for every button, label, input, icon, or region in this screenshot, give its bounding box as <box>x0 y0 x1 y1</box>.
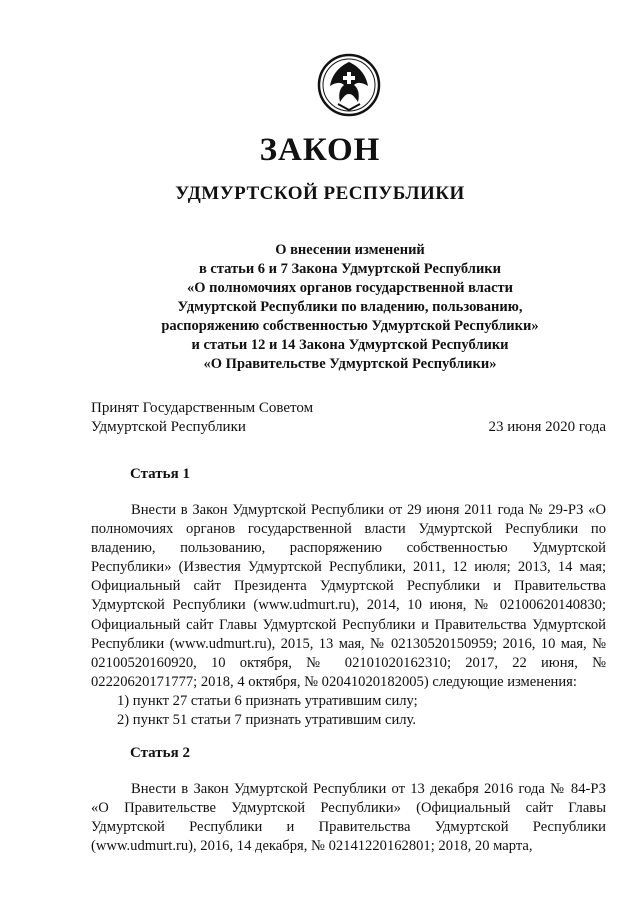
article-1-body <box>91 501 606 730</box>
law-subtitle: УДМУРТСКОЙ РЕСПУБЛИКИ <box>175 183 465 204</box>
article-1-item: 1) пункт 27 статьи 6 признать утратившим силу; <box>117 692 418 709</box>
heading-line: и статьи 12 и 14 Закона Удмуртской Республики <box>191 337 509 353</box>
adoption-line: Удмуртской Республики <box>91 419 246 435</box>
article-1-text: Внести в Закон Удмуртской Республики от 29 июня 2011 года № 29-РЗ «О полномочиях органов государственной власти Удмуртской Республики по владению, пользованию, распоряжению собственностью Удмуртской Республики» (Известия Удмуртской Республики, 2011, 12 июля; 2013, 14 мая; Официальный сайт Президента Удмуртской Республики и Правительства Удмуртской Республики (www.udmurt.ru), 2014, 10 июня, № 02100620140830; Официальный сайт Главы Удмуртской Республики и Правительства Удмуртской Республики (www.udmurt.ru), 2015, 13 мая, № 02130520150959; 2016, 10 мая, № 02100520160920, 10 октября, № 02101020162310; 2017, 22 июня, № 02220620171777; 2018, 4 октября, № 02041020182005) следующие изменения: <box>91 502 606 690</box>
heading-line: в статьи 6 и 7 Закона Удмуртской Республики <box>198 261 502 277</box>
udmurt-coat-of-arms-icon <box>316 52 382 118</box>
heading-line: Удмуртской Республики по владению, пользованию, <box>177 299 523 315</box>
law-title: ЗАКОН <box>259 132 381 168</box>
article-2-body <box>91 780 606 856</box>
heading-line: распоряжению собственностью Удмуртской Республики» <box>161 318 539 334</box>
article-1-item: 2) пункт 51 статьи 7 признать утратившим силу. <box>117 712 417 729</box>
law-heading <box>130 241 570 374</box>
heading-line: «О полномочиях органов государственной власти <box>186 280 514 296</box>
adoption-info <box>91 399 313 437</box>
article-2-text: Внести в Закон Удмуртской Республики от 13 декабря 2016 года № 84-РЗ «О Правительстве Удмуртской Республики» (Официальный сайт Главы Удмуртской Республики и Правительства Удмуртской Республики (www.udmurt.ru), 2016, 14 декабря, № 02141220162801; 2018, 20 марта, <box>91 781 606 855</box>
adoption-line: Принят Государственным Советом <box>91 400 314 416</box>
adoption-date: 23 июня 2020 года <box>488 419 606 435</box>
heading-line: «О Правительстве Удмуртской Республики» <box>203 356 497 372</box>
heading-line: О внесении изменений <box>275 242 425 258</box>
article-1-title: Статья 1 <box>130 466 190 482</box>
article-2-title: Статья 2 <box>130 745 190 761</box>
